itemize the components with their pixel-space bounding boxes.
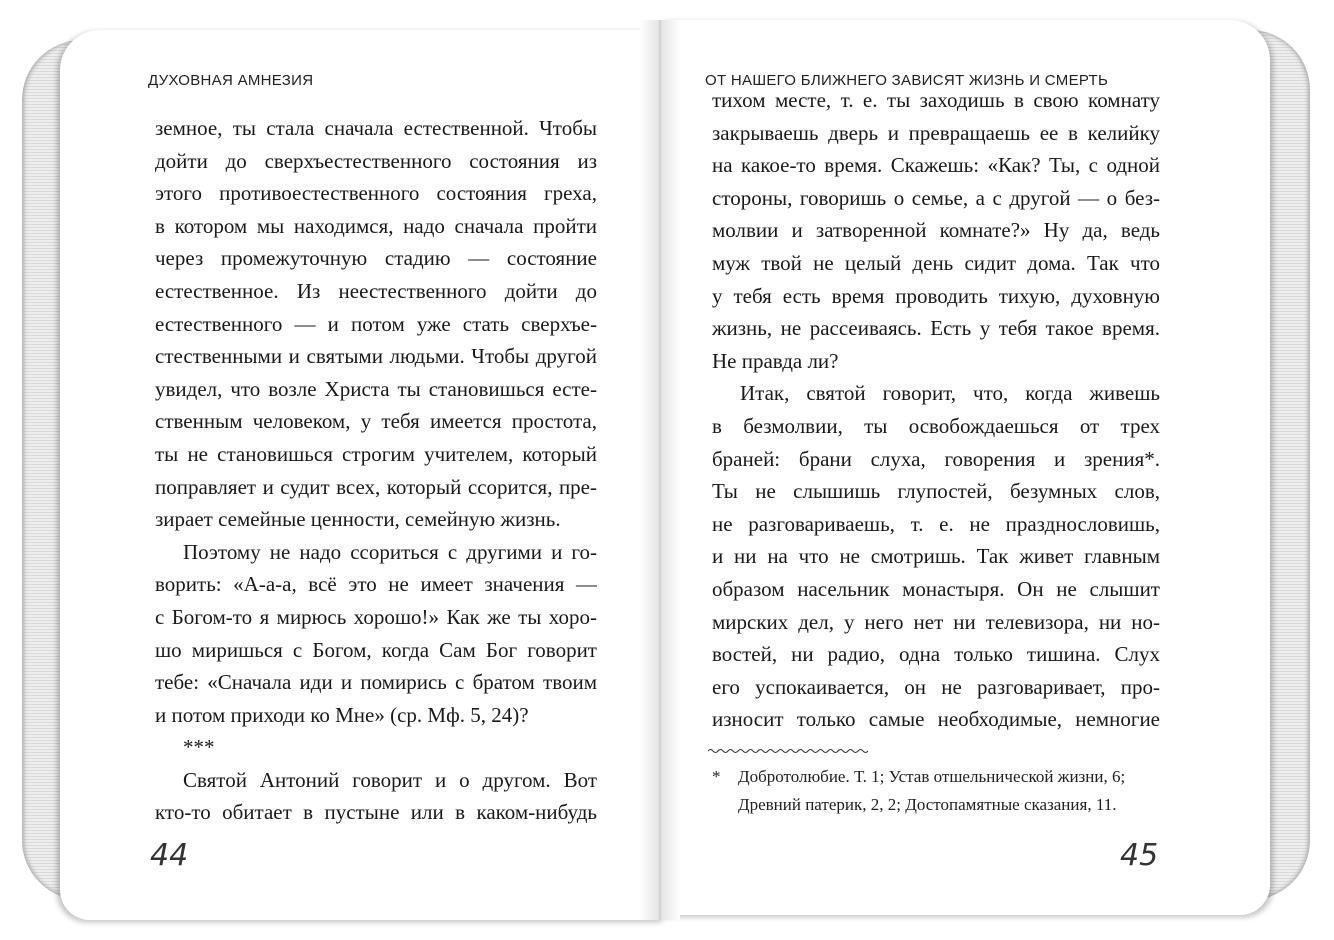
text-line: поправляет и судит всех, который ссорится, пре- <box>155 474 597 499</box>
text-line: с Богом-то я мирюсь хорошо!» Как же ты хоро- <box>155 604 597 629</box>
text-line: кто-то обитает в пустыне или в каком-нибудь <box>155 800 597 825</box>
left-running-head: ДУХОВНАЯ АМНЕЗИЯ <box>148 72 314 89</box>
text-line: зирает семейные ценности, семейную жизнь. <box>155 507 561 532</box>
left-page-number: 44 <box>150 838 189 873</box>
text-line: в котором мы находимся, надо сначала пройти <box>155 213 597 238</box>
text-line: увидел, что возле Христа ты становишься есте- <box>155 376 597 401</box>
text-line: мирских дел, у него нет ни телевизора, ни но- <box>712 609 1160 634</box>
footnote-line-1: Добротолюбие. Т. 1; Устав отшельнической жизни, 6; <box>738 767 1126 786</box>
right-page-number: 45 <box>1120 838 1159 873</box>
text-line: в безмолвии, ты освобождаешься от трех <box>712 413 1160 438</box>
text-line: стественными и святыми людьми. Чтобы другой <box>155 344 597 369</box>
text-line: естественное. Из неестественного дойти до <box>155 278 597 303</box>
text-line: молвии и затворенной комнате?» Ну да, ведь <box>712 218 1160 243</box>
text-line: востей, ни радио, одна только тишина. Слух <box>712 642 1160 667</box>
text-line: Поэтому не надо ссориться с другими и го- <box>183 539 597 564</box>
right-body-text <box>712 84 1160 736</box>
text-line: не разговариваешь, т. е. не празднословишь, <box>712 511 1160 536</box>
text-line: Ты не слышишь глупостей, безумных слов, <box>712 479 1160 504</box>
text-line: естественного — и потом уже стать сверхъе- <box>155 311 597 336</box>
text-line: стороны, говоришь о семье, а с другой — о без- <box>712 185 1160 210</box>
footnote-marker: * <box>712 767 721 786</box>
left-body-text <box>155 112 597 829</box>
text-line: у тебя есть время проводить тихую, духовную <box>712 283 1160 308</box>
text-line: Не правда ли? <box>712 348 839 373</box>
text-line: через промежуточную стадию — состояние <box>155 246 597 271</box>
text-line: тихом месте, т. е. ты заходишь в свою комнату <box>712 88 1160 112</box>
footnote-line-2: Древний патерик, 2, 2; Достопамятные сказания, 11. <box>738 795 1117 814</box>
text-line: образом насельник монастыря. Он не слышит <box>712 576 1160 601</box>
text-line: этого противоестественного состояния греха, <box>155 181 597 206</box>
text-line: браней: брани слуха, говорения и зрения*. <box>712 446 1160 471</box>
text-line: Святой Антоний говорит и о другом. Вот <box>183 767 597 792</box>
text-line: муж твой не целый день сидит дома. Так что <box>712 250 1160 275</box>
text-line: износит только самые необходимые, немногие <box>712 707 1160 732</box>
text-line: ворить: «А-а-а, всё это не имеет значения — <box>155 572 597 597</box>
text-line: шо миришься с Богом, когда Сам Бог говорит <box>155 637 597 662</box>
text-line: жизнь, не рассеиваясь. Есть у тебя такое время. <box>712 316 1160 341</box>
text-line: и ни на что не смотришь. Так живет главным <box>712 544 1160 569</box>
text-line: ты не становишься строгим учителем, который <box>155 441 597 466</box>
text-line: его успокаивается, он не разговаривает, про- <box>712 674 1160 699</box>
right-running-head: ОТ НАШЕГО БЛИЖНЕГО ЗАВИСЯТ ЖИЗНЬ И СМЕРТЬ <box>705 72 1109 89</box>
text-line: земное, ты стала сначала естественной. Чтобы <box>155 116 597 140</box>
text-line: Итак, святой говорит, что, когда живешь <box>740 381 1160 406</box>
footnote <box>712 763 1125 819</box>
text-line: *** <box>183 735 215 760</box>
text-line: дойти до сверхъестественного состояния из <box>155 148 597 173</box>
text-line: тебе: «Сначала иди и помирись с братом твоим <box>155 670 597 695</box>
footnote-wavy-rule <box>708 748 868 754</box>
text-line: и потом приходи ко Мне» (ср. Мф. 5, 24)? <box>155 702 529 727</box>
text-line: закрываешь дверь и превращаешь ее в келийку <box>712 120 1160 145</box>
book-gutter <box>640 20 680 920</box>
text-line: на какое-то время. Скажешь: «Как? Ты, с одной <box>712 153 1160 178</box>
text-line: ственным человеком, у тебя имеется простота, <box>155 409 597 434</box>
